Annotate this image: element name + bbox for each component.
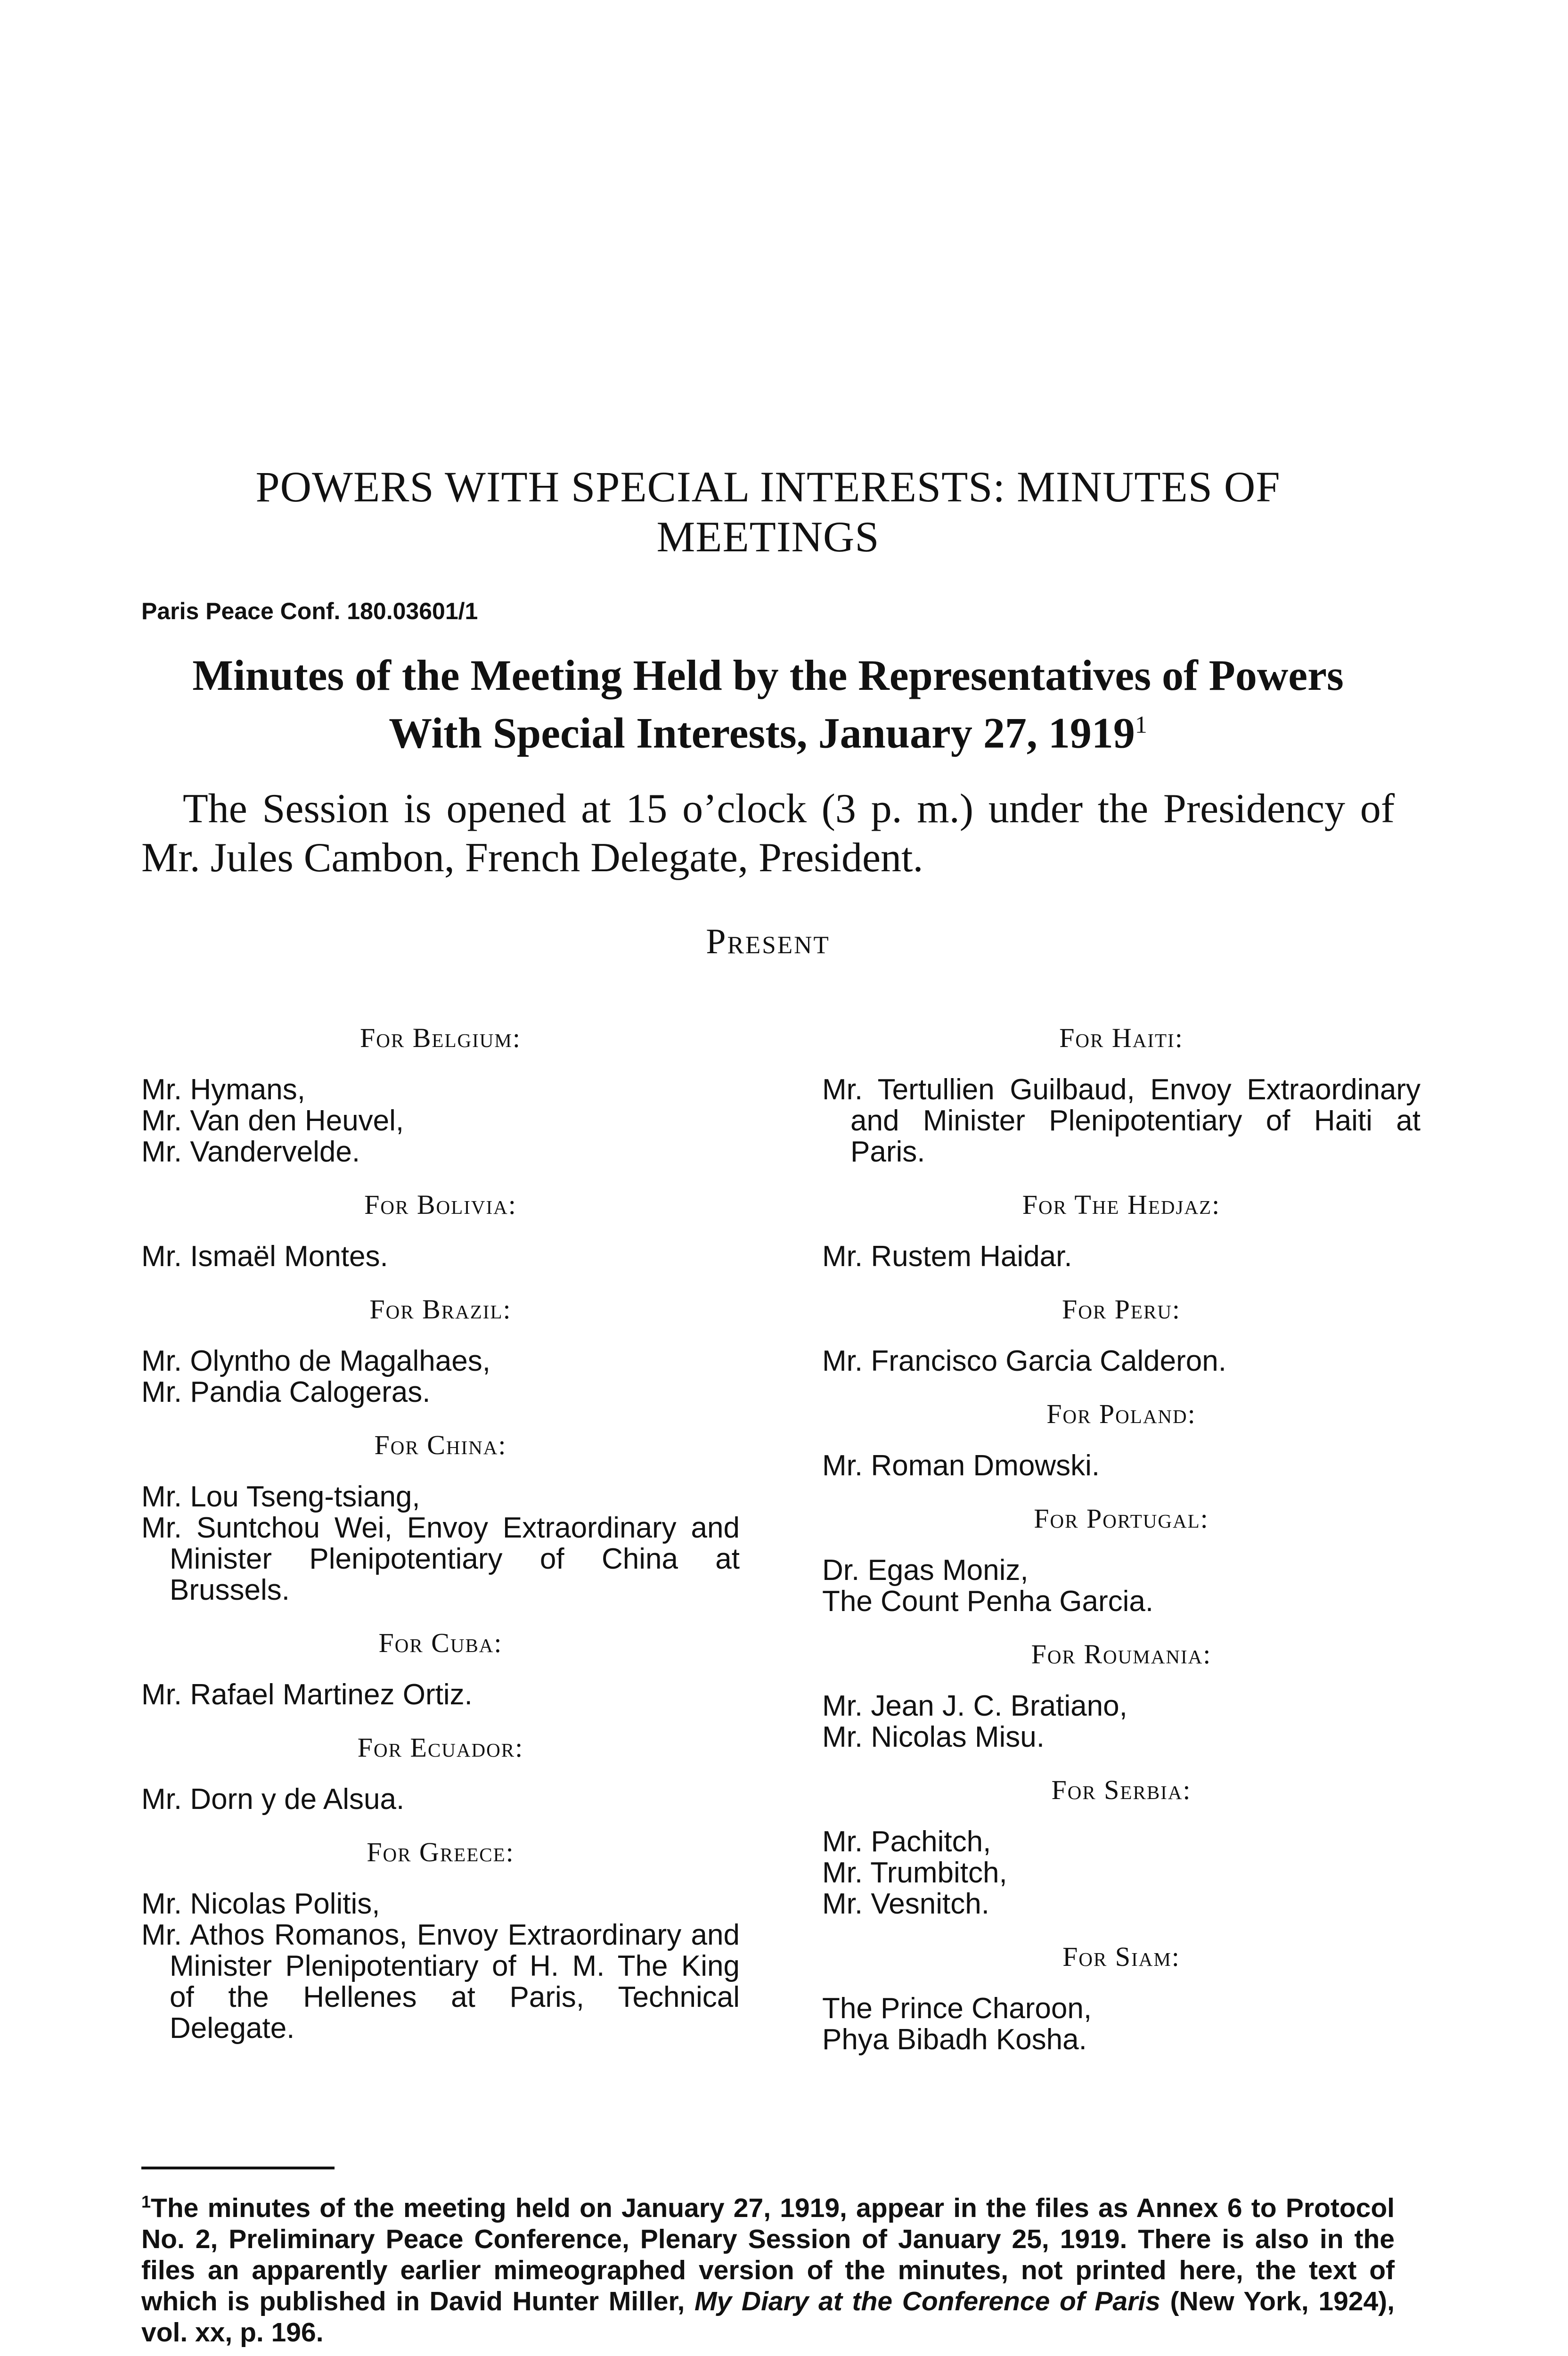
delegation-group-greece <box>141 1837 740 2044</box>
delegate-entry: Mr. Rafael Martinez Ortiz. <box>141 1678 473 1711</box>
delegate-entry: The Prince Charoon, <box>822 1992 1092 2025</box>
right-delegation-column <box>822 1023 1421 2077</box>
footnote-citation: (New York, 1924), vol. xx, p. 196. <box>141 2286 1395 2348</box>
delegation-group-cuba <box>141 1628 740 1710</box>
delegate-entry: Mr. Rustem Haidar. <box>822 1240 1072 1273</box>
delegation-group-poland <box>822 1399 1421 1481</box>
delegation-heading: For The Hedjaz: <box>1022 1189 1221 1220</box>
delegation-heading: For Bolivia: <box>364 1189 517 1220</box>
left-delegation-column <box>141 1023 740 2066</box>
delegation-heading: For Poland: <box>1046 1399 1196 1429</box>
delegation-group-serbia <box>822 1775 1421 1920</box>
file-reference: Paris Peace Conf. 180.03601/1 <box>141 598 478 624</box>
footnote-book-title: My Diary at the Conference of Paris <box>694 2286 1160 2316</box>
intro-paragraph: The Session is opened at 15 o’clock (3 p. m.) under the Presidency of Mr. Jules Cambon, French Delegate, President. <box>141 786 1395 881</box>
delegate-entry: Mr. Suntchou Wei, Envoy Extraordinary and Minister Plenipotentiary of China at Brussels. <box>141 1512 740 1606</box>
delegation-heading: For Peru: <box>1062 1294 1181 1325</box>
footnote-marker: 1 <box>1135 712 1147 738</box>
delegate-entry: Mr. Francisco Garcia Calderon. <box>822 1345 1226 1377</box>
delegate-entry: Mr. Roman Dmowski. <box>822 1449 1100 1482</box>
delegation-heading: For Roumania: <box>1031 1639 1212 1669</box>
delegation-group-siam <box>822 1941 1421 2055</box>
delegate-entry: Mr. Olyntho de Magalhaes, <box>141 1345 490 1377</box>
footnote <box>141 2186 1395 2348</box>
delegate-entry: Mr. Vandervelde. <box>141 1136 360 1168</box>
delegation-heading: For Haiti: <box>1059 1023 1184 1053</box>
delegate-entry: The Count Penha Garcia. <box>822 1585 1154 1618</box>
delegation-heading: For Greece: <box>367 1837 514 1867</box>
delegation-group-portugal <box>822 1503 1421 1617</box>
delegate-entry: Mr. Ismaël Montes. <box>141 1240 388 1273</box>
delegation-group-bolivia <box>141 1189 740 1272</box>
present-heading: Present <box>706 922 830 961</box>
delegate-entry: Mr. Jean J. C. Bratiano, <box>822 1690 1127 1722</box>
delegation-group-china <box>141 1430 740 1606</box>
delegate-entry: Mr. Dorn y de Alsua. <box>141 1783 405 1816</box>
delegate-entry: Mr. Hymans, <box>141 1073 305 1106</box>
document-title-text: Minutes of the Meeting Held by the Representatives of Powers With Special Interests, January 27, 1919 <box>192 651 1344 757</box>
delegation-heading: For Cuba: <box>378 1628 503 1658</box>
delegate-entry: Mr. Pandia Calogeras. <box>141 1376 431 1408</box>
delegation-heading: For Belgium: <box>360 1023 521 1053</box>
footnote-divider <box>141 2167 335 2169</box>
footnote-marker: 1 <box>141 2192 151 2211</box>
delegate-entry: Mr. Vesnitch. <box>822 1888 989 1920</box>
delegation-group-belgium <box>141 1023 740 1168</box>
delegation-heading: For Portugal: <box>1034 1503 1209 1534</box>
delegate-entry: Mr. Trumbitch, <box>822 1857 1007 1889</box>
delegate-entry: Mr. Tertullien Guilbaud, Envoy Extraordinary and Minister Plenipotentiary of Haiti at Paris. <box>822 1073 1421 1168</box>
footnote-text: The minutes of the meeting held on January 27, 1919, appear in the files as Annex 6 to Protocol No. 2, Preliminary Peace Conference, Plenary Session of January 25, 1919. There is also in the files an apparently earlier mimeographed version of the minutes, not printed here, the text of which is published in David Hunter Miller, <box>141 2193 1395 2316</box>
delegate-entry: Mr. Athos Romanos, Envoy Extraordinary and Minister Plenipotentiary of H. M. The King of the Hellenes at Paris, Technical Delegate. <box>141 1919 740 2045</box>
delegate-entry: Mr. Nicolas Misu. <box>822 1721 1045 1753</box>
delegation-heading: For China: <box>374 1430 507 1460</box>
delegation-group-brazil <box>141 1294 740 1408</box>
delegate-entry: Mr. Pachitch, <box>822 1825 991 1858</box>
delegation-group-ecuador <box>141 1732 740 1815</box>
delegate-entry: Dr. Egas Moniz, <box>822 1554 1029 1587</box>
section-title: POWERS WITH SPECIAL INTERESTS: MINUTES OF MEETINGS <box>255 463 1281 561</box>
delegate-entry: Mr. Lou Tseng-tsiang, <box>141 1481 420 1513</box>
delegation-heading: For Siam: <box>1062 1941 1180 1972</box>
document-title <box>141 650 1395 758</box>
delegate-entry: Phya Bibadh Kosha. <box>822 2023 1087 2056</box>
delegation-heading: For Serbia: <box>1051 1775 1192 1805</box>
delegation-heading: For Brazil: <box>369 1294 512 1325</box>
delegate-entry: Mr. Nicolas Politis, <box>141 1888 380 1920</box>
delegation-group-peru <box>822 1294 1421 1377</box>
delegation-heading: For Ecuador: <box>357 1732 524 1763</box>
delegation-group-hedjaz <box>822 1189 1421 1272</box>
delegation-group-haiti <box>822 1023 1421 1168</box>
delegation-group-roumania <box>822 1639 1421 1753</box>
delegate-entry: Mr. Van den Heuvel, <box>141 1104 404 1137</box>
